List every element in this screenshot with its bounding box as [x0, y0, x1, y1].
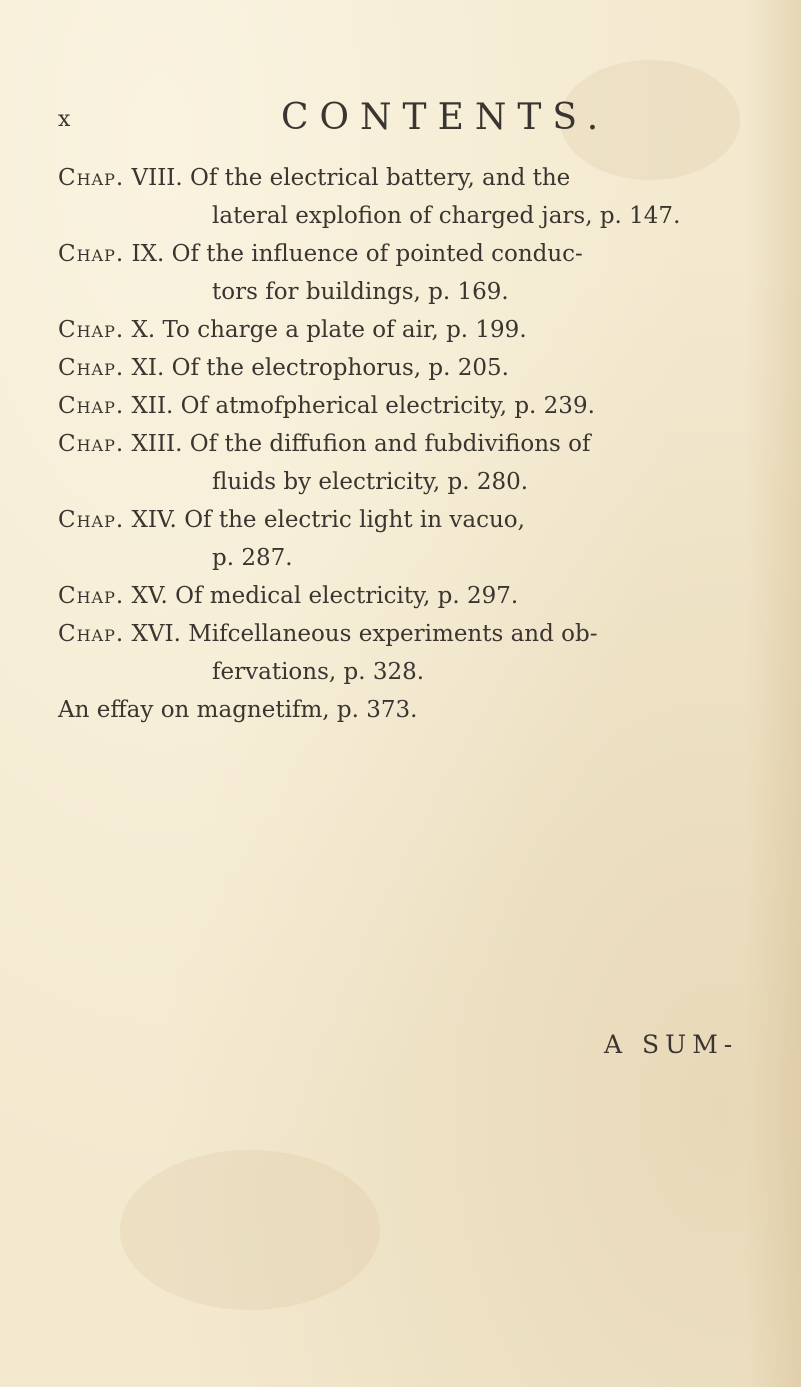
entry-continuation: fluids by electricity, p. 280.	[212, 469, 529, 495]
chapter-numeral: XVI.	[131, 621, 181, 647]
entry-text: Of the influence of pointed conduc-	[171, 241, 583, 267]
essay-entry: An effay on magnetifm, p. 373.	[58, 697, 418, 723]
entry-continuation: p. 287.	[212, 545, 293, 571]
chapter-prefix: Chap.	[58, 317, 125, 343]
contents-entry	[58, 349, 738, 387]
entry-continuation: tors for buildings, p. 169.	[212, 279, 509, 305]
page-number: x	[58, 107, 72, 132]
entry-text: Of atmofpherical electricity, p. 239.	[180, 393, 595, 419]
contents-entry	[58, 387, 738, 425]
chapter-numeral: VIII.	[131, 165, 183, 191]
chapter-numeral: XII.	[131, 393, 174, 419]
contents-entry	[58, 159, 738, 235]
entry-text: Of medical electricity, p. 297.	[175, 583, 519, 609]
contents-list	[58, 159, 738, 729]
chapter-numeral: XIV.	[131, 507, 177, 533]
chapter-prefix: Chap.	[58, 241, 125, 267]
contents-entry	[58, 577, 738, 615]
page-header	[58, 97, 698, 145]
entry-text: Of the diffufion and fubdivifions of	[189, 431, 591, 457]
entry-text: Of the electric light in vacuo,	[184, 507, 525, 533]
entry-text: Mifcellaneous experiments and ob-	[188, 621, 598, 647]
chapter-numeral: X.	[131, 317, 156, 343]
paper-stain	[120, 1150, 380, 1310]
contents-entry	[58, 311, 738, 349]
chapter-prefix: Chap.	[58, 621, 125, 647]
chapter-numeral: IX.	[131, 241, 165, 267]
contents-entry	[58, 501, 738, 577]
contents-entry	[58, 615, 738, 691]
entry-continuation: lateral explofion of charged jars, p. 147.	[212, 203, 681, 229]
chapter-prefix: Chap.	[58, 507, 125, 533]
chapter-prefix: Chap.	[58, 165, 125, 191]
chapter-prefix: Chap.	[58, 583, 125, 609]
chapter-prefix: Chap.	[58, 431, 125, 457]
chapter-numeral: XV.	[131, 583, 168, 609]
chapter-prefix: Chap.	[58, 355, 125, 381]
chapter-prefix: Chap.	[58, 393, 125, 419]
entry-text: Of the electrical battery, and the	[190, 165, 571, 191]
contents-entry	[58, 425, 738, 501]
chapter-numeral: XI.	[131, 355, 165, 381]
chapter-numeral: XIII.	[131, 431, 183, 457]
catchword: A SUM-	[604, 1030, 739, 1059]
entry-text: To charge a plate of air, p. 199.	[162, 317, 527, 343]
contents-entry	[58, 235, 738, 311]
running-title: CONTENTS.	[281, 97, 610, 138]
entry-text: Of the electrophorus, p. 205.	[171, 355, 509, 381]
entry-continuation: fervations, p. 328.	[212, 659, 425, 685]
